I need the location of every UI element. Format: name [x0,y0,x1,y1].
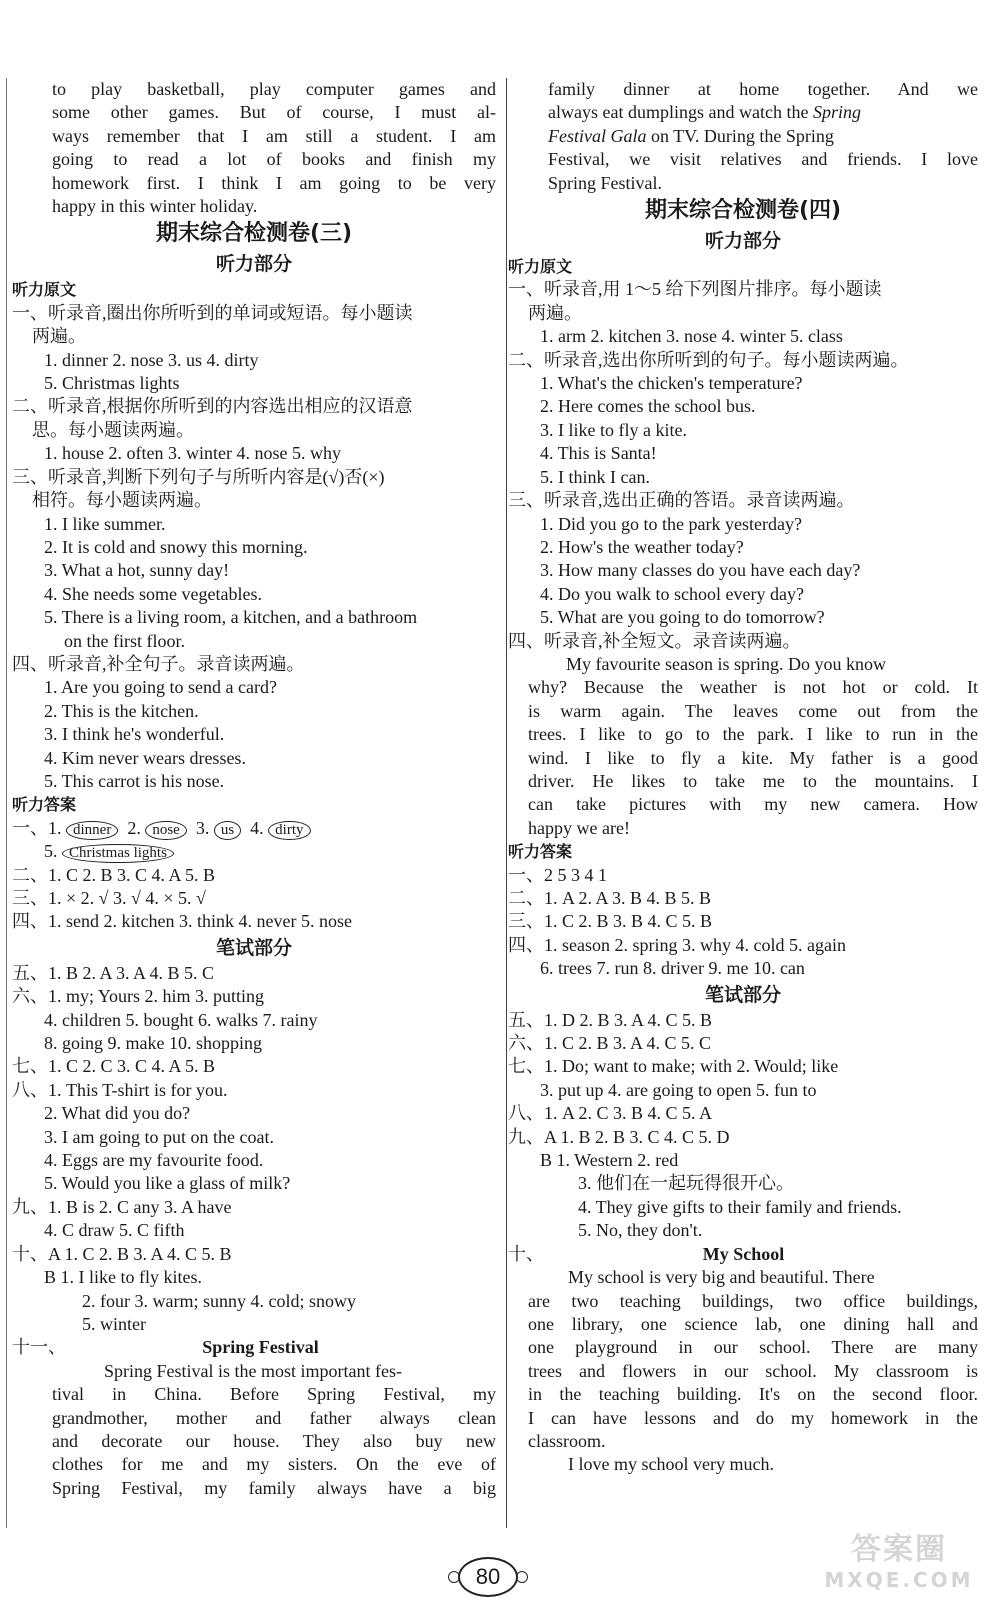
list-item: 4. She needs some vegetables. [44,583,262,604]
composition-line: one playground in our school. There are many [528,1337,978,1358]
composition-line: classroom. [528,1430,606,1451]
answer-line: 七、1. C 2. C 3. C 4. A 5. B [12,1056,216,1077]
composition-title: My School [702,1243,785,1264]
answer-line: 三、1. C 2. B 3. B 4. C 5. B [508,911,713,932]
exam-title-3: 期末综合检测卷(三) [155,221,353,247]
page-number: 80 [458,1557,518,1597]
composition-line: one library, one science lab, one dining hall and [528,1313,978,1334]
passage-line: My favourite season is spring. Do you know [566,653,886,674]
listening-title: 听力部分 [215,253,292,276]
composition-line: Festival, we visit relatives and friends. I love [548,149,978,170]
list-item: 4. This is Santa! [540,443,657,464]
composition-line: and decorate our house. They also buy new [52,1430,496,1451]
answer-line: 4. Eggs are my favourite food. [44,1150,264,1171]
section-instruction: 两遍。 [32,326,86,347]
list-item: 1. dinner 2. nose 3. us 4. dirty [44,349,259,370]
answer-line: 七、1. Do; want to make; with 2. Would; like [508,1056,839,1077]
circled-answers [12,817,496,840]
list-item: 1. Did you go to the park yesterday? [540,513,802,534]
answer-line: 4. C draw 5. C fifth [44,1220,185,1241]
answer-num: 5. [44,841,58,862]
section-instruction: 思。每小题读两遍。 [32,419,194,440]
section-instruction: 相符。每小题读两遍。 [32,490,212,511]
list-item: 2. This is the kitchen. [44,700,199,721]
circled-word: dirty [268,821,310,840]
intro-line: going to read a lot of books and finish my [52,149,496,170]
section-instruction: 四、听录音,补全句子。录音读两遍。 [12,653,305,674]
passage-line: is warm again. The leaves come out from the [528,700,978,721]
list-item: 4. Kim never wears dresses. [44,747,246,768]
answer-prefix: 一、1. [12,817,62,838]
answer-line: 三、1. × 2. √ 3. √ 4. × 5. √ [12,888,206,908]
list-item: 3. What a hot, sunny day! [44,560,230,581]
writing-title: 笔试部分 [704,983,781,1006]
section-instruction: 二、听录音,选出你所听到的句子。每小题读两遍。 [508,349,909,370]
intro-line: ways remember that I am still a student. I am [52,125,496,146]
section-instruction: 一、听录音,圈出你所听到的单词或短语。每小题读 [12,302,413,323]
answer-line: 5. Would you like a glass of milk? [44,1173,291,1194]
composition-line: trees and flowers in our school. My classroom is [528,1360,978,1381]
composition-line [508,101,978,124]
answer-line: 4. They give gifts to their family and friends. [578,1196,902,1217]
list-item: 1. house 2. often 3. winter 4. nose 5. why [44,443,341,464]
watermark-logo-text: 答案圈 [851,1532,947,1567]
answer-line: 四、1. send 2. kitchen 3. think 4. never 5. nose [12,911,352,932]
list-item: on the first floor. [64,630,185,651]
list-item: 1. Are you going to send a card? [44,677,277,698]
italic-title: Festival Gala [548,125,647,146]
section-instruction: 两遍。 [528,302,582,323]
left-margin-rule [6,78,7,1528]
intro-line: happy in this winter holiday. [52,196,258,217]
composition-line [508,125,978,148]
answer-line: 5. winter [82,1313,146,1334]
passage-line: wind. I like to fly a kite. My father is a good [528,747,978,768]
composition-line: Spring Festival. [548,172,663,193]
list-item: 4. Do you walk to school every day? [540,583,804,604]
circled-word: Christmas lights [62,844,174,863]
circled-word: dinner [66,821,118,840]
answer-heading: 听力答案 [12,795,77,815]
answer-line: 二、1. C 2. B 3. C 4. A 5. B [12,864,216,885]
composition-line: family dinner at home together. And we [548,79,978,99]
answer-line: B 1. Western 2. red [540,1150,679,1171]
answer-num: 3. [195,817,210,838]
section-instruction: 二、听录音,根据你所听到的内容选出相应的汉语意 [12,396,413,417]
list-item: 5. I think I can. [540,466,650,487]
composition-heading [12,1336,496,1359]
list-item: 1. I like summer. [44,513,166,534]
answer-line: 五、1. B 2. A 3. A 4. B 5. C [12,962,215,983]
list-item: 3. I think he's wonderful. [44,724,225,745]
intro-line: homework first. I think I am going to be very [52,172,496,193]
circled-word: us [214,821,241,840]
passage-line: can take pictures with my new camera. How [528,794,978,815]
answer-line: 6. trees 7. run 8. driver 9. me 10. can [540,958,805,979]
composition-line: grandmother, mother and father always clean [52,1407,496,1428]
passage-line: driver. He likes to take me to the mountains. I [528,770,978,791]
answer-line: 五、1. D 2. B 3. A 4. C 5. B [508,1009,713,1030]
intro-line: to play basketball, play computer games and [52,79,496,99]
list-item: 1. What's the chicken's temperature? [540,373,803,394]
list-item: 2. It is cold and snowy this morning. [44,536,308,557]
answer-line: 八、1. A 2. C 3. B 4. C 5. A [508,1103,713,1124]
composition-line: My school is very big and beautiful. There [568,1267,875,1288]
script-heading: 听力原文 [12,280,77,300]
right-column [508,78,978,1477]
composition-title: Spring Festival [202,1337,319,1358]
section-instruction: 三、听录音,选出正确的答语。录音读两遍。 [508,490,855,511]
answer-line: 5. No, they don't. [578,1220,703,1241]
passage-line: trees. I like to go to the park. I like to run in the [528,724,978,745]
listening-title: 听力部分 [704,230,781,253]
column-divider [506,78,507,1528]
answer-line: 3. 他们在一起玩得很开心。 [578,1173,794,1194]
answer-line: B 1. I like to fly kites. [44,1267,202,1288]
answer-line: 3. put up 4. are going to open 5. fun to [540,1079,817,1100]
list-item: 5. What are you going to do tomorrow? [540,607,825,628]
italic-title: Spring [812,102,861,123]
composition-line: are two teaching buildings, two office buildings, [528,1290,978,1311]
answer-line: 一、2 5 3 4 1 [508,864,607,885]
site-watermark [814,1524,984,1592]
section-instruction: 四、听录音,补全短文。录音读两遍。 [508,630,801,651]
answer-line: 四、1. season 2. spring 3. why 4. cold 5. again [508,934,846,955]
answer-line: 六、1. my; Yours 2. him 3. putting [12,986,265,1007]
answer-line: 二、1. A 2. A 3. B 4. B 5. B [508,888,712,908]
list-item: 5. This carrot is his nose. [44,770,225,791]
answer-line: 4. children 5. bought 6. walks 7. rainy [44,1009,318,1030]
writing-title: 笔试部分 [215,936,292,959]
exam-title-4: 期末综合检测卷(四) [644,198,842,224]
composition-line: Spring Festival, my family always have a big [52,1477,496,1498]
answer-line: 六、1. C 2. B 3. A 4. C 5. C [508,1033,712,1054]
answer-num: 4. [250,817,264,838]
answer-line: 九、A 1. B 2. B 3. C 4. C 5. D [508,1126,730,1147]
script-heading: 听力原文 [508,257,573,277]
list-item: 3. I like to fly a kite. [540,419,687,440]
passage-line: happy we are! [528,817,630,838]
answer-line: 十、A 1. C 2. B 3. A 4. C 5. B [12,1243,232,1264]
answer-line: 2. What did you do? [44,1103,191,1124]
composition-line: clothes for me and my sisters. On the eve of [52,1454,496,1475]
list-item: 3. How many classes do you have each day? [540,560,861,581]
intro-line: some other games. But of course, I must al- [52,102,496,123]
composition-line: Spring Festival is the most important fes- [104,1360,402,1381]
left-column [12,78,496,1500]
composition-heading [508,1243,978,1266]
watermark-url: MXQE.COM [824,1568,974,1592]
list-item: 1. arm 2. kitchen 3. nose 4. winter 5. class [540,326,843,347]
text-run: always eat dumplings and watch the [548,102,809,123]
section-instruction: 一、听录音,用 1～5 给下列图片排序。每小题读 [508,279,882,300]
composition-line: I love my school very much. [568,1454,774,1475]
circled-answers [12,840,496,863]
text-run: on TV. During the Spring [650,125,834,146]
answer-line: 九、1. B is 2. C any 3. A have [12,1196,232,1217]
circled-word: nose [145,821,187,840]
list-item: 2. Here comes the school bus. [540,396,756,417]
passage-line: why? Because the weather is not hot or cold. It [528,677,978,698]
composition-line: I can have lessons and do my homework in the [528,1407,978,1428]
answer-heading: 听力答案 [508,842,573,862]
answer-num: 2. [127,817,141,838]
composition-line: in the teaching building. It's on the second floor. [528,1384,978,1405]
list-item: 5. There is a living room, a kitchen, and a bathroom [44,607,418,628]
answer-line: 2. four 3. warm; sunny 4. cold; snowy [82,1290,356,1311]
section-instruction: 三、听录音,判断下列句子与所听内容是(√)否(×) [12,466,385,487]
answer-line: 3. I am going to put on the coat. [44,1126,274,1147]
list-item: 5. Christmas lights [44,373,180,394]
section-label: 十、 [508,1243,544,1264]
section-label: 十一、 [12,1337,66,1358]
answer-line: 八、1. This T-shirt is for you. [12,1079,228,1100]
list-item: 2. How's the weather today? [540,536,744,557]
answer-line: 8. going 9. make 10. shopping [44,1033,262,1054]
composition-line: tival in China. Before Spring Festival, my [52,1384,496,1405]
